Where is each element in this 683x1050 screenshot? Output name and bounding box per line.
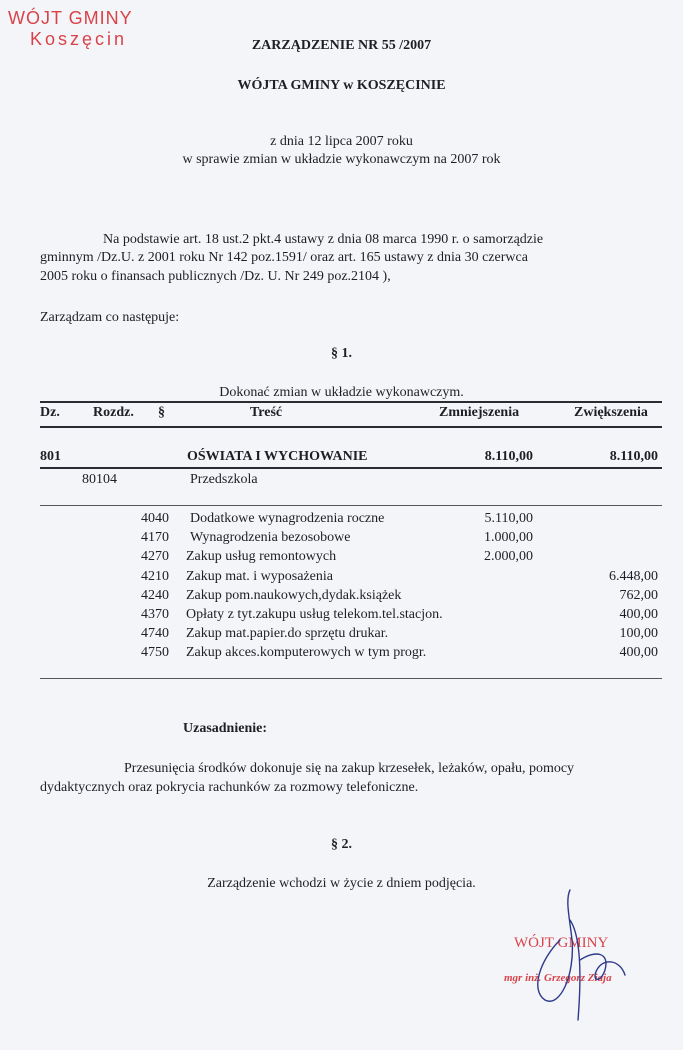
justification-line-2: dydaktycznych oraz pokrycia rachunków za rozmowy telefoniczne.	[40, 780, 419, 795]
stamp-line-2: Koszęcin	[30, 29, 128, 49]
section-1-heading: § 1.	[331, 346, 352, 361]
dzial-zmniejszenia: 8.110,00	[484, 449, 533, 464]
signatory-name: mgr inż. Grzegorz Ziaja	[504, 972, 612, 984]
signature-stamp: WÓJT GMINY	[514, 935, 609, 951]
preamble-line-3: 2005 roku o finansach publicznych /Dz. U. Nr 249 poz.2104 ),	[40, 269, 391, 284]
row-paragraph: 4370	[141, 607, 169, 622]
row-zmniejszenia: 1.000,00	[484, 530, 533, 545]
document-title: ZARZĄDZENIE NR 55 /2007	[251, 38, 432, 53]
row-zwiekszenia: 6.448,00	[609, 569, 658, 584]
row-zmniejszenia: 2.000,00	[484, 549, 533, 564]
row-description: Dodatkowe wynagrodzenia roczne	[190, 511, 385, 526]
dzial-number: 801	[40, 449, 61, 464]
preamble-line-2: gminnym /Dz.U. z 2001 roku Nr 142 poz.1591/ oraz art. 165 ustawy z dnia 30 czerwca	[40, 250, 528, 265]
row-zwiekszenia: 400,00	[619, 607, 658, 622]
row-paragraph: 4240	[141, 588, 169, 603]
handwritten-signature	[520, 880, 640, 1030]
table-top-rule	[40, 401, 662, 403]
dzial-name: OŚWIATA I WYCHOWANIE	[187, 449, 368, 464]
document-date: z dnia 12 lipca 2007 roku	[270, 134, 413, 149]
col-header-paragraph: §	[158, 405, 165, 420]
justification-line-1: Przesunięcia środków dokonuje się na zakup krzesełek, leżaków, opału, pomocy	[124, 761, 575, 776]
rozdzial-name: Przedszkola	[190, 472, 258, 487]
section-1-caption: Dokonać zmian w układzie wykonawczym.	[219, 385, 464, 400]
row-paragraph: 4040	[141, 511, 169, 526]
section-2-heading: § 2.	[331, 837, 352, 852]
rozdzial-number: 80104	[82, 472, 117, 487]
row-zwiekszenia: 100,00	[619, 626, 658, 641]
rozdzial-rule	[40, 505, 662, 506]
row-description: Zakup usług remontowych	[186, 549, 337, 564]
col-header-dz: Dz.	[40, 405, 60, 420]
row-zwiekszenia: 400,00	[619, 645, 658, 660]
justification-heading: Uzasadnienie:	[183, 721, 267, 736]
row-paragraph: 4270	[141, 549, 169, 564]
col-header-zwiekszenia: Zwiększenia	[574, 405, 648, 420]
order-intro: Zarządzam co następuje:	[40, 310, 180, 325]
row-description: Zakup mat.papier.do sprzętu drukar.	[186, 626, 389, 641]
row-paragraph: 4750	[141, 645, 169, 660]
dzial-rule	[40, 467, 662, 469]
document-subject: w sprawie zmian w układzie wykonawczym na 2007 rok	[182, 152, 501, 167]
row-description: Zakup pom.naukowych,dydak.książek	[186, 588, 402, 603]
table-bottom-rule	[40, 678, 662, 679]
stamp-line-1: WÓJT GMINY	[8, 8, 133, 28]
section-2-text: Zarządzenie wchodzi w życie z dniem podjęcia.	[207, 876, 476, 891]
row-zwiekszenia: 762,00	[619, 588, 658, 603]
row-description: Wynagrodzenia bezosobowe	[190, 530, 351, 545]
row-paragraph: 4210	[141, 569, 169, 584]
preamble-line-1: Na podstawie art. 18 ust.2 pkt.4 ustawy z dnia 08 marca 1990 r. o samorządzie	[103, 232, 544, 247]
dzial-zwiekszenia: 8.110,00	[609, 449, 658, 464]
row-description: Zakup akces.komputerowych w tym progr.	[186, 645, 427, 660]
row-description: Zakup mat. i wyposażenia	[186, 569, 333, 584]
row-paragraph: 4740	[141, 626, 169, 641]
col-header-zmniejszenia: Zmniejszenia	[439, 405, 520, 420]
row-description: Opłaty z tyt.zakupu usług telekom.tel.stacjon.	[186, 607, 443, 622]
document-subtitle: WÓJTA GMINY w KOSZĘCINIE	[237, 78, 446, 93]
header-bottom-rule	[40, 426, 662, 428]
col-header-rozdz: Rozdz.	[93, 405, 134, 420]
col-header-tresc: Treść	[250, 405, 283, 420]
row-paragraph: 4170	[141, 530, 169, 545]
row-zmniejszenia: 5.110,00	[484, 511, 533, 526]
